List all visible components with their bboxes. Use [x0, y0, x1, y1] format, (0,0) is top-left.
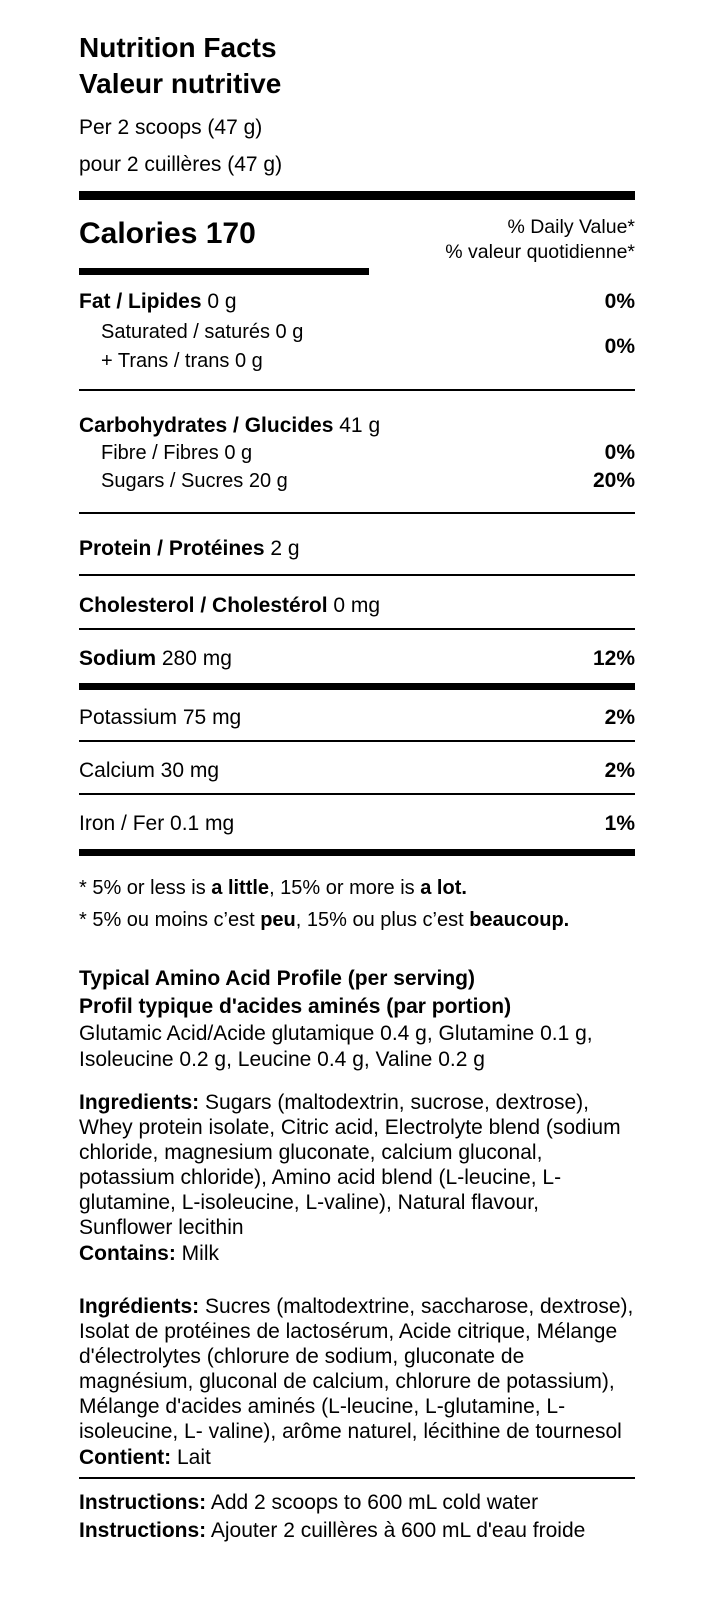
protein-label: Protein / Protéines: [79, 537, 265, 560]
cholesterol-label: Cholesterol / Cholestérol: [79, 594, 328, 617]
sugars-label: Sugars / Sucres 20 g: [101, 470, 288, 492]
separator-thin-5: [79, 740, 635, 742]
sodium-daily-value: 12%: [592, 647, 635, 670]
cholesterol-amount: 0 mg: [327, 594, 381, 617]
potassium-label: Potassium 75 mg: [79, 706, 242, 729]
iron-daily-value: 1%: [604, 812, 635, 835]
fat-label: Fat / Lipides: [79, 290, 202, 313]
separator-thin-4: [79, 628, 635, 630]
contains-text: Milk: [175, 1242, 219, 1265]
amino-profile-title-fr: Profil typique d'acides aminés (par portion): [79, 995, 512, 1018]
saturated-trans-daily-value: 0%: [604, 335, 635, 358]
separator-thick-2: [79, 849, 635, 856]
calories-underline: [79, 268, 369, 275]
fibre-label: Fibre / Fibres 0 g: [101, 442, 253, 464]
potassium-daily-value: 2%: [604, 706, 635, 729]
trans-label: + Trans / trans 0 g: [101, 350, 263, 372]
ingredients-en: [79, 1090, 635, 1240]
ingredients-en-text: Sugars (maltodextrin, sucrose, dextrose), Whey protein isolate, Citric acid, Electrolyte blend (sodium chloride, magnesium gluconate, calcium gluconal, potassium chloride), Amino acid blend (L-leucine, L-glutamine, L-isoleucine, L-valine), Natural flavour, Sunflower lecithin: [79, 1091, 621, 1239]
ingredients-fr-text: Sucres (maltodextrine, saccharose, dextrose), Isolat de protéines de lactosérum, Acide citrique, Mélange d'électrolytes (chlorure de sodium, gluconate de magnésium, gluconal de calcium, chlorure de potassium), Mélange d'acides aminés (L-leucine, L-glutamine, L-isoleucine, L- valine), arôme naturel, lécithine de tournesol: [79, 1295, 634, 1443]
daily-value-header: [445, 215, 635, 265]
separator-thin-3: [79, 574, 635, 576]
separator-top-thick: [79, 191, 635, 200]
fibre-daily-value: 0%: [604, 441, 635, 464]
footnote-en: * 5% or less is a little, 15% or more is a lot.: [79, 877, 467, 899]
serving-size-en: Per 2 scoops (47 g): [79, 116, 263, 139]
calories-value: Calories 170: [79, 217, 256, 250]
contient-label: Contient:: [79, 1446, 172, 1469]
nutrient-row-saturated-trans: [79, 318, 635, 376]
instructions-en-label: Instructions:: [79, 1491, 207, 1514]
separator-thin-7: [79, 1477, 635, 1479]
serving-size-fr: pour 2 cuillères (47 g): [79, 153, 283, 176]
nutrient-row-calcium: [79, 757, 635, 784]
amino-profile-values: Glutamic Acid/Acide glutamique 0.4 g, Glutamine 0.1 g, Isoleucine 0.2 g, Leucine 0.4 g, Valine 0.2 g: [79, 1022, 593, 1071]
nutrient-row-sodium: [79, 645, 635, 672]
nutrient-row-iron: [79, 810, 635, 837]
separator-thin-1: [79, 389, 635, 391]
iron-label: Iron / Fer 0.1 mg: [79, 812, 235, 835]
amino-profile-title-en: Typical Amino Acid Profile (per serving): [79, 967, 475, 990]
sugars-daily-value: 20%: [592, 469, 635, 492]
carbohydrates-label: Carbohydrates / Glucides: [79, 414, 334, 437]
separator-thin-6: [79, 793, 635, 795]
instructions-en: [79, 1489, 635, 1517]
nutrient-row-fibre: [79, 439, 635, 467]
nutrient-row-cholesterol: [79, 592, 635, 619]
instructions-fr-label: Instructions:: [79, 1519, 207, 1542]
ingredients-en-label: Ingredients:: [79, 1091, 200, 1114]
ingredients-fr-label: Ingrédients:: [79, 1295, 200, 1318]
daily-value-header-en: % Daily Value*: [507, 216, 635, 238]
separator-thin-2: [79, 512, 635, 514]
protein-amount: 2 g: [264, 537, 300, 560]
carbohydrates-amount: 41 g: [333, 414, 381, 437]
separator-thick-1: [79, 683, 635, 690]
footnote-fr: * 5% ou moins c’est peu, 15% ou plus c’est beaucoup.: [79, 909, 570, 931]
nutrient-row-sugars: [79, 467, 635, 495]
title-en: Nutrition Facts: [79, 32, 277, 63]
nutrient-row-potassium: [79, 704, 635, 731]
instructions-block: [79, 1489, 635, 1545]
contains-label: Contains:: [79, 1242, 176, 1265]
ingredients-fr: [79, 1294, 635, 1444]
saturated-label: Saturated / saturés 0 g: [101, 321, 304, 343]
calcium-daily-value: 2%: [604, 759, 635, 782]
fat-daily-value: 0%: [604, 290, 635, 313]
sodium-label: Sodium: [79, 647, 156, 670]
contains-en: [79, 1241, 635, 1266]
title-fr: Valeur nutritive: [79, 68, 282, 99]
nutrient-row-fat: [79, 288, 635, 315]
contains-fr: [79, 1445, 635, 1470]
calcium-label: Calcium 30 mg: [79, 759, 220, 782]
calories-row: [79, 215, 635, 265]
instructions-en-text: Add 2 scoops to 600 mL cold water: [206, 1491, 539, 1514]
daily-value-header-fr: % valeur quotidienne*: [445, 241, 635, 263]
nutrient-row-carbohydrates: [79, 412, 635, 439]
instructions-fr: [79, 1517, 635, 1545]
contient-text: Lait: [171, 1446, 211, 1469]
instructions-fr-text: Ajouter 2 cuillères à 600 mL d'eau froide: [206, 1519, 586, 1542]
sodium-amount: 280 mg: [156, 647, 232, 670]
nutrient-row-protein: [79, 535, 635, 562]
fat-amount: 0 g: [201, 290, 237, 313]
